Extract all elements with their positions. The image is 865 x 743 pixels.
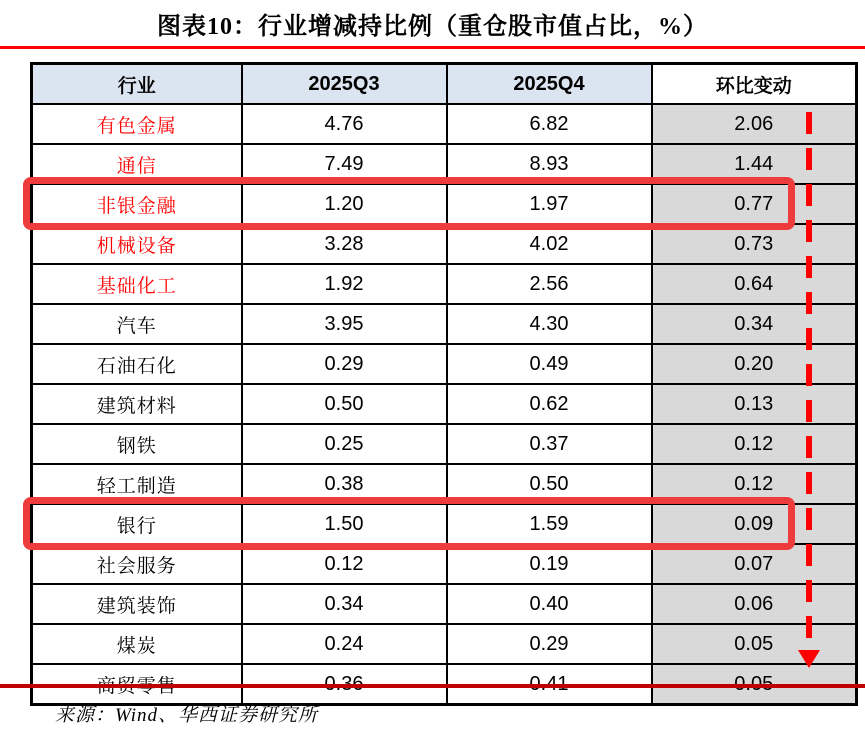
industry-cell: 钢铁 bbox=[32, 424, 242, 464]
change-value-cell: 2.06 bbox=[652, 104, 857, 144]
column-header-2025q4: 2025Q4 bbox=[447, 64, 652, 105]
q4-value-cell: 0.49 bbox=[447, 344, 652, 384]
industry-cell: 机械设备 bbox=[32, 224, 242, 264]
source-note: 来源：Wind、华西证券研究所 bbox=[55, 705, 319, 726]
q3-value-cell: 0.50 bbox=[242, 384, 447, 424]
title-underline-rule bbox=[0, 46, 865, 49]
figure-title: 图表10：行业增减持比例（重仓股市值占比，%） bbox=[157, 14, 708, 40]
table-row bbox=[32, 184, 857, 224]
industry-cell: 建筑材料 bbox=[32, 384, 242, 424]
industry-cell: 建筑装饰 bbox=[32, 584, 242, 624]
table-row bbox=[32, 504, 857, 544]
change-value-cell: 0.06 bbox=[652, 584, 857, 624]
table-row bbox=[32, 584, 857, 624]
table-row bbox=[32, 384, 857, 424]
table-row bbox=[32, 304, 857, 344]
industry-table-wrapper bbox=[30, 62, 855, 706]
table-row bbox=[32, 624, 857, 664]
q3-value-cell: 0.38 bbox=[242, 464, 447, 504]
table-row bbox=[32, 344, 857, 384]
change-value-cell: 0.20 bbox=[652, 344, 857, 384]
column-header-industry: 行业 bbox=[32, 64, 242, 105]
q3-value-cell: 1.92 bbox=[242, 264, 447, 304]
q4-value-cell: 0.19 bbox=[447, 544, 652, 584]
industry-cell: 煤炭 bbox=[32, 624, 242, 664]
q4-value-cell: 8.93 bbox=[447, 144, 652, 184]
industry-cell: 银行 bbox=[32, 504, 242, 544]
industry-holdings-table bbox=[30, 62, 858, 706]
industry-cell: 石油石化 bbox=[32, 344, 242, 384]
table-row bbox=[32, 264, 857, 304]
column-header-change: 环比变动 bbox=[652, 64, 857, 105]
q3-value-cell: 4.76 bbox=[242, 104, 447, 144]
q4-value-cell: 1.59 bbox=[447, 504, 652, 544]
q4-value-cell: 0.50 bbox=[447, 464, 652, 504]
q3-value-cell: 1.20 bbox=[242, 184, 447, 224]
industry-cell: 汽车 bbox=[32, 304, 242, 344]
change-value-cell: 0.64 bbox=[652, 264, 857, 304]
q3-value-cell: 0.29 bbox=[242, 344, 447, 384]
change-value-cell: 0.34 bbox=[652, 304, 857, 344]
industry-cell: 有色金属 bbox=[32, 104, 242, 144]
q4-value-cell: 0.40 bbox=[447, 584, 652, 624]
q4-value-cell: 4.02 bbox=[447, 224, 652, 264]
q4-value-cell: 4.30 bbox=[447, 304, 652, 344]
q4-value-cell: 0.37 bbox=[447, 424, 652, 464]
change-value-cell: 0.09 bbox=[652, 504, 857, 544]
q4-value-cell: 1.97 bbox=[447, 184, 652, 224]
table-row bbox=[32, 104, 857, 144]
table-body bbox=[32, 104, 857, 705]
industry-cell: 基础化工 bbox=[32, 264, 242, 304]
column-header-2025q3: 2025Q3 bbox=[242, 64, 447, 105]
q4-value-cell: 6.82 bbox=[447, 104, 652, 144]
industry-cell: 轻工制造 bbox=[32, 464, 242, 504]
table-row bbox=[32, 464, 857, 504]
q3-value-cell: 1.50 bbox=[242, 504, 447, 544]
table-row bbox=[32, 424, 857, 464]
change-value-cell: 0.73 bbox=[652, 224, 857, 264]
change-value-cell: 0.13 bbox=[652, 384, 857, 424]
change-value-cell: 0.07 bbox=[652, 544, 857, 584]
q3-value-cell: 7.49 bbox=[242, 144, 447, 184]
q4-value-cell: 2.56 bbox=[447, 264, 652, 304]
industry-cell: 非银金融 bbox=[32, 184, 242, 224]
change-value-cell: 0.12 bbox=[652, 424, 857, 464]
q4-value-cell: 0.62 bbox=[447, 384, 652, 424]
table-row bbox=[32, 544, 857, 584]
bottom-rule bbox=[0, 684, 865, 688]
q3-value-cell: 0.34 bbox=[242, 584, 447, 624]
industry-cell: 通信 bbox=[32, 144, 242, 184]
industry-cell: 社会服务 bbox=[32, 544, 242, 584]
q3-value-cell: 0.24 bbox=[242, 624, 447, 664]
q4-value-cell: 0.29 bbox=[447, 624, 652, 664]
change-value-cell: 1.44 bbox=[652, 144, 857, 184]
q3-value-cell: 3.95 bbox=[242, 304, 447, 344]
change-value-cell: 0.12 bbox=[652, 464, 857, 504]
header-row bbox=[32, 64, 857, 105]
q3-value-cell: 0.25 bbox=[242, 424, 447, 464]
q3-value-cell: 3.28 bbox=[242, 224, 447, 264]
table-row bbox=[32, 224, 857, 264]
q3-value-cell: 0.12 bbox=[242, 544, 447, 584]
change-value-cell: 0.77 bbox=[652, 184, 857, 224]
change-value-cell: 0.05 bbox=[652, 624, 857, 664]
table-row bbox=[32, 144, 857, 184]
table-header bbox=[32, 64, 857, 105]
